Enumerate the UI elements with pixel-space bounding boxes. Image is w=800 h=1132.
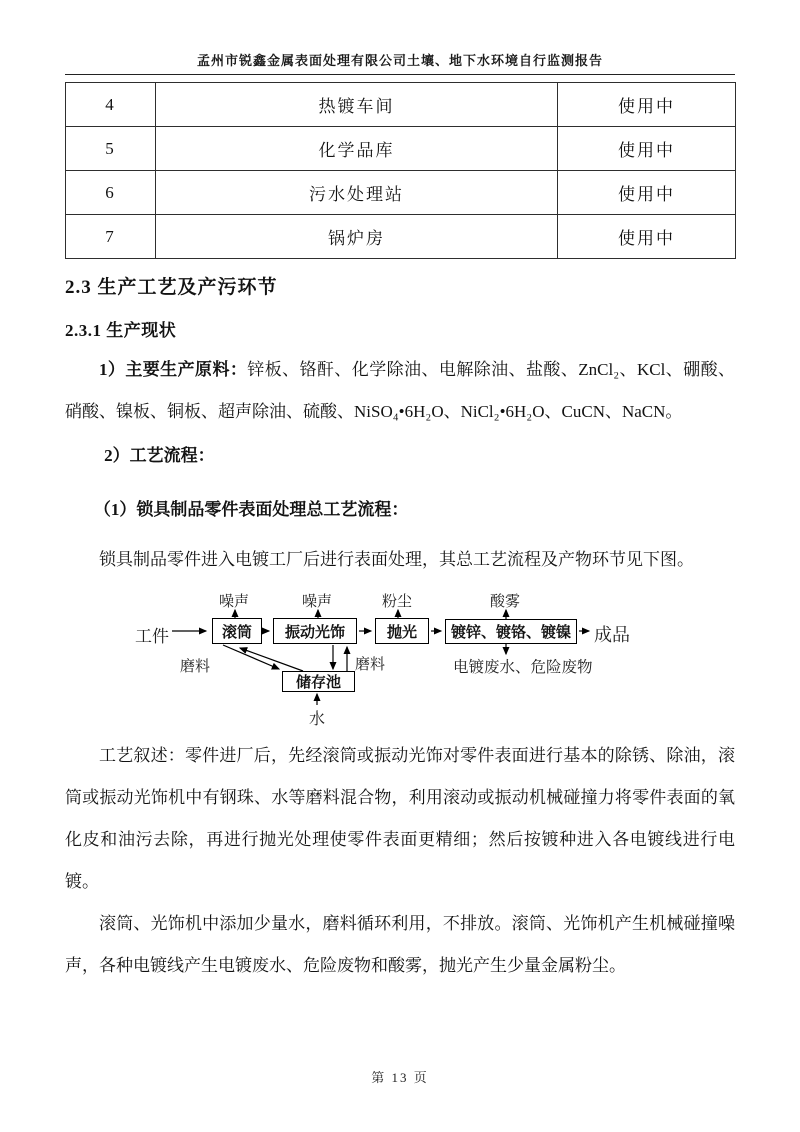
flow-box-tumbling: 滚筒 bbox=[212, 618, 262, 644]
process-flow-heading: 2）工艺流程： bbox=[104, 446, 215, 465]
materials-paragraph bbox=[65, 349, 735, 433]
table-cell-name: 热镀车间 bbox=[156, 83, 558, 127]
flow-input-label: 工件 bbox=[135, 627, 169, 646]
table-cell-name: 化学品库 bbox=[156, 127, 558, 171]
abrasive-label-right: 磨料 bbox=[355, 657, 386, 673]
flow-box-plating: 镀锌、镀铬、镀镍 bbox=[445, 619, 577, 644]
report-header-title: 孟州市锐鑫金属表面处理有限公司土壤、地下水环境自行监测报告 bbox=[65, 50, 735, 75]
flow-box-polishing: 抛光 bbox=[375, 618, 429, 644]
emission-noise-label-2: 噪声 bbox=[302, 594, 333, 610]
emission-acid-mist-label: 酸雾 bbox=[490, 594, 521, 610]
page-header bbox=[65, 50, 735, 75]
table-cell-status: 使用中 bbox=[558, 83, 736, 127]
flow-output-label: 成品 bbox=[594, 625, 630, 645]
table-cell-no: 4 bbox=[66, 83, 156, 127]
table-row bbox=[66, 215, 736, 259]
materials-body: 锌板、铬酐、化学除油、电解除油、盐酸、ZnCl₂、KCl、硼酸、硝酸、镍板、铜板、超声除油、硫酸、NiSO₄•6H₂O、NiCl₂•6H₂O、CuCN、NaCN。 bbox=[65, 360, 735, 421]
table-row bbox=[66, 127, 736, 171]
table-row bbox=[66, 171, 736, 215]
emission-noise-label-1: 噪声 bbox=[219, 594, 250, 610]
emission-dust-label: 粉尘 bbox=[382, 594, 413, 610]
table-cell-no: 7 bbox=[66, 215, 156, 259]
table-cell-no: 5 bbox=[66, 127, 156, 171]
table-cell-name: 污水处理站 bbox=[156, 171, 558, 215]
table-cell-name: 锅炉房 bbox=[156, 215, 558, 259]
process-flow-diagram bbox=[135, 585, 695, 728]
flow-box-vibratory-finishing: 振动光饰 bbox=[273, 618, 357, 644]
water-label: 水 bbox=[309, 711, 326, 728]
section-heading-2-3-1: 2.3.1 生产现状 bbox=[65, 321, 177, 340]
abrasive-label-left: 磨料 bbox=[180, 659, 211, 675]
flow-box-storage-pool: 储存池 bbox=[282, 671, 355, 692]
intro-paragraph: 锁具制品零件进入电镀工厂后进行表面处理，其总工艺流程及产物环节见下图。 bbox=[99, 550, 694, 569]
waste-label: 电镀废水、危险废物 bbox=[453, 659, 593, 676]
materials-lead: 1）主要生产原料： bbox=[99, 360, 248, 379]
page-footer bbox=[0, 1067, 800, 1086]
table-row bbox=[66, 83, 736, 127]
table-cell-status: 使用中 bbox=[558, 215, 736, 259]
sub-process-heading: （1）锁具制品零件表面处理总工艺流程： bbox=[93, 500, 409, 519]
facility-table bbox=[65, 82, 736, 259]
table-cell-status: 使用中 bbox=[558, 171, 736, 215]
page-number: 第 13 页 bbox=[371, 1070, 429, 1085]
section-heading-2-3: 2.3 生产工艺及产污环节 bbox=[65, 277, 278, 298]
process-description-paragraph: 工艺叙述：零件进厂后，先经滚筒或振动光饰对零件表面进行基本的除锈、除油，滚筒或振动光饰机中有钢珠、水等磨料混合物，利用滚动或振动机械碰撞力将零件表面的氧化皮和油污去除，再进行抛光处理使零件表面更精细；然后按镀种进入各电镀线进行电镀。 bbox=[65, 746, 735, 891]
table-cell-status: 使用中 bbox=[558, 127, 736, 171]
emissions-note-paragraph: 滚筒、光饰机中添加少量水，磨料循环利用，不排放。滚筒、光饰机产生机械碰撞噪声，各种电镀线产生电镀废水、危险废物和酸雾，抛光产生少量金属粉尘。 bbox=[65, 914, 735, 975]
table-cell-no: 6 bbox=[66, 171, 156, 215]
